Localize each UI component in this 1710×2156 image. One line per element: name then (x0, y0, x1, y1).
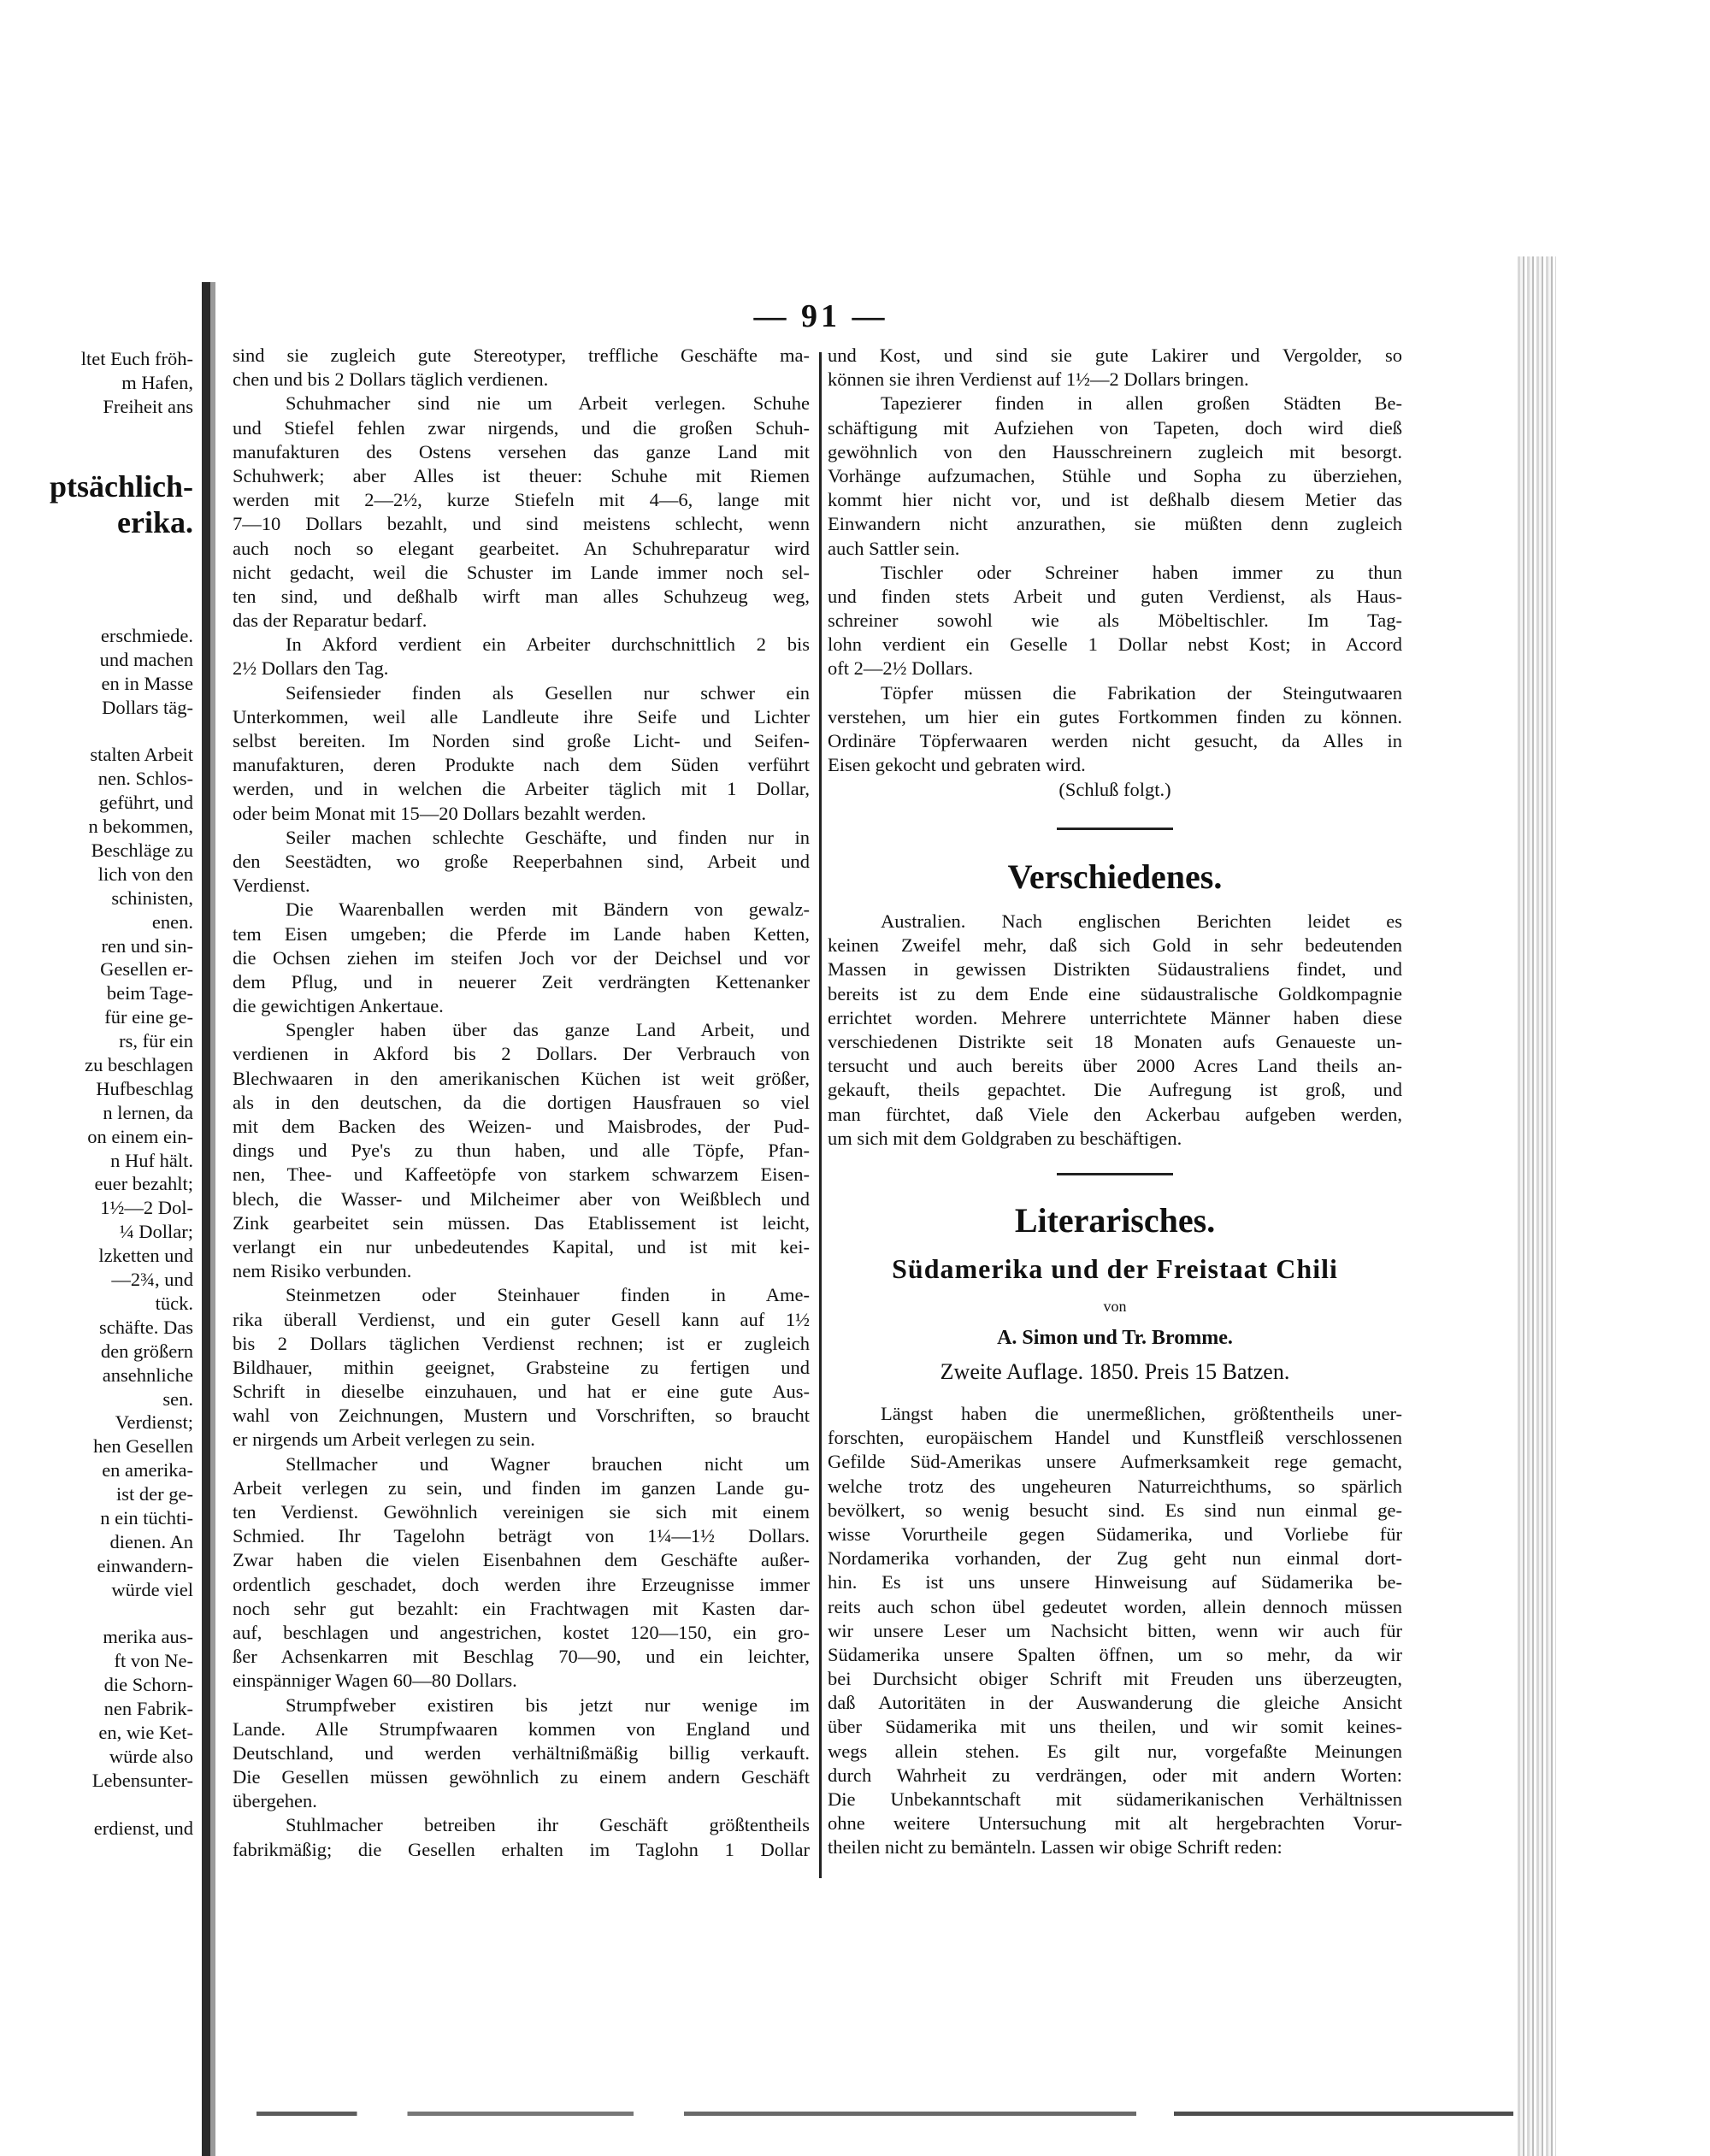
text-line: wisse Vorurtheile gegen Südamerika, und Vorliebe für (828, 1523, 1402, 1545)
text-line: auf, beschlagen und angestrichen, kostet 120—150, ein gro- (233, 1621, 810, 1643)
text-line: die Ochsen ziehen im steifen Joch vor der Deichsel und vor (233, 946, 810, 969)
text-line: tem Eisen umgeben; die Pferde im Lande haben Ketten, (233, 922, 810, 945)
text-line: Die Gesellen müssen gewöhnlich zu einem andern Geschäft (233, 1766, 810, 1788)
book-gutter-edge (210, 282, 215, 2156)
text-line: Lande. Alle Strumpfwaaren kommen von England und (233, 1717, 810, 1740)
fragment-line: nen Fabrik- (103, 1698, 193, 1720)
fragment-line: en in Masse (101, 672, 193, 694)
text-line: nen, Thee- und Kaffeetöpfe von starkem schwarzem Eisen- (233, 1163, 810, 1186)
left-page-body-fragment (0, 624, 193, 1840)
fragment-line: n ein tüchti- (100, 1506, 193, 1529)
fragment-line: ft von Ne- (114, 1650, 193, 1672)
text-line: schäftigung mit Aufziehen von Tapeten, doch wird dieß (828, 416, 1402, 439)
left-page-heading-fragment (0, 468, 193, 540)
fragment-line: ¼ Dollar; (119, 1221, 193, 1243)
text-line: keinen Zweifel mehr, daß sich Gold in sehr bedeutenden (828, 934, 1402, 957)
text-line: verstehen, um hier ein gutes Fortkommen finden zu können. (828, 705, 1402, 728)
text-line: durch Wahrheit zu verdrängen, oder mit andern Worten: (828, 1764, 1402, 1786)
text-line: daß Autoritäten in der Auswanderung die gleiche Ansicht (828, 1692, 1402, 1714)
section-divider (1057, 1173, 1173, 1175)
text-line: Deutschland, und werden verhältnißmäßig billig verkauft. (233, 1741, 810, 1764)
text-line: die gewichtigen Ankertaue. (233, 995, 444, 1017)
text-line: Südamerika unsere Spalten öffnen, um so mehr, da wir (828, 1643, 1402, 1665)
scan-smudge (256, 2112, 1513, 2116)
fragment-line (0, 720, 193, 744)
fragment-line: lzketten und (98, 1245, 193, 1267)
fragment-line: rs, für ein (119, 1030, 193, 1052)
fragment-line: und machen (99, 648, 193, 670)
text-line: das der Reparatur bedarf. (233, 610, 428, 632)
text-line: Die Unbekanntschaft mit südamerikanischen Verhältnissen (828, 1788, 1402, 1810)
text-line: Eisen gekocht und gebraten wird. (828, 754, 1086, 776)
text-line: Schuhwerk; aber Alles ist theuer: Schuhe mit Riemen (233, 464, 810, 486)
fragment-line: einwandern- (97, 1554, 193, 1576)
text-line: nem Risiko verbunden. (233, 1260, 412, 1282)
column-right-continued-text (828, 344, 1402, 777)
fragment-line: Verdienst; (115, 1411, 193, 1434)
fragment-line: —2¾, und (111, 1269, 193, 1291)
text-line: noch sehr gut bezahlt: ein Frachtwagen mit Kasten dar- (233, 1597, 810, 1619)
text-line: mit dem Backen des Weizen- und Maisbrodes, der Pud- (233, 1116, 810, 1137)
text-line: Gefilde Süd-Amerikas unsere Aufmerksamkeit rege gemacht, (828, 1451, 1402, 1473)
text-line: wegs allein stehen. Es gilt nur, vorgefaßte Meinungen (828, 1740, 1402, 1762)
book-authors: A. Simon und Tr. Bromme. (997, 1327, 1233, 1349)
fragment-line: schäfte. Das (99, 1316, 193, 1338)
text-line: Seifensieder finden als Gesellen nur schwer ein (286, 681, 810, 704)
text-line: sind sie zugleich gute Stereotyper, treffliche Geschäfte ma- (233, 345, 810, 366)
text-line: gewöhnlich von den Hausschreinern zugleich mit besorgt. (828, 440, 1402, 462)
left-page-top-fragment (0, 347, 193, 419)
fragment-line: ptsächlich- (49, 469, 193, 504)
text-line: werden, und in welchen die Arbeiter täglich mit 1 Dollar, (233, 778, 810, 800)
text-line: Längst haben die unermeßlichen, größtentheils uner- (881, 1403, 1402, 1424)
section-heading-literarisches: Literarisches. (1014, 1201, 1216, 1240)
fragment-line: den größern (100, 1340, 193, 1362)
fragment-line: n Huf hält. (110, 1149, 193, 1171)
text-line: den Seestädten, wo große Reeperbahnen sind, Arbeit und (233, 850, 810, 872)
fragment-line: geführt, und (99, 792, 193, 814)
fragment-line: Gesellen er- (100, 958, 193, 981)
fragment-line: würde also (109, 1745, 193, 1767)
fragment-line: ltet Euch fröh- (80, 348, 193, 369)
text-line: errichtet worden. Mehrere unterrichtete Männer haben diese (828, 1006, 1402, 1028)
text-line: dem Pflug, und in neuerer Zeit verdrängten Kettenanker (233, 970, 810, 993)
fragment-line: hen Gesellen (93, 1435, 193, 1458)
fragment-line: en amerika- (102, 1459, 193, 1482)
fragment-line: schinisten, (111, 887, 193, 909)
text-line: oder beim Monat mit 15—20 Dollars bezahlt werden. (233, 802, 646, 824)
book-review-text (828, 1402, 1402, 1860)
fragment-line: erika. (117, 505, 193, 539)
fragment-line: lich von den (97, 863, 193, 885)
text-line: oft 2—2½ Dollars. (828, 657, 973, 680)
text-line: Tischler oder Schreiner haben immer zu thun (881, 561, 1402, 583)
text-line: Arbeit verlegen zu sein, und finden im ganzen Lande gu- (233, 1476, 810, 1499)
text-line: ohne weitere Untersuchung mit alt hergebrachten Vorur- (828, 1812, 1402, 1835)
text-line: bis 2 Dollars täglichen Verdienst rechnen; ist er zugleich (233, 1332, 810, 1354)
text-line: Ordinäre Töpferwaaren werden nicht gesucht, da Alles in (828, 730, 1402, 751)
text-line: gekauft, theils gepachtet. Die Aufregung ist groß, und (828, 1079, 1402, 1101)
column-left-text (233, 344, 810, 1862)
text-line: wir unsere Leser um Nachsicht bitten, wenn wir auch für (828, 1619, 1402, 1641)
text-line: Töpfer müssen die Fabrikation der Steingutwaaren (881, 681, 1402, 704)
fragment-line: on einem ein- (87, 1125, 193, 1147)
text-line: auch Sattler sein. (828, 537, 960, 559)
text-line: Strumpfweber existiren bis jetzt nur wenige im (286, 1694, 810, 1716)
fragment-line (0, 1602, 193, 1626)
page-edges (1518, 256, 1556, 2156)
fragment-line: merika aus- (103, 1626, 193, 1648)
column-rule (819, 352, 822, 1878)
fragment-line (0, 1793, 193, 1817)
text-line: einspänniger Wagen 60—80 Dollars. (233, 1670, 517, 1692)
fragment-line: n lernen, da (103, 1101, 193, 1123)
fragment-line: tück. (155, 1292, 193, 1314)
text-line: verlangt ein nur unbedeutendes Kapital, und ist mit kei- (233, 1235, 810, 1258)
page-number: — 91 — (753, 298, 888, 334)
text-line: Australien. Nach englischen Berichten leidet es (881, 910, 1402, 932)
fragment-line: ist der ge- (116, 1483, 193, 1505)
fragment-line: würde viel (111, 1578, 193, 1600)
text-line: verschiedenen Distrikte seit 18 Monaten aufs Genaueste un- (828, 1030, 1402, 1052)
text-line: rika überall Verdienst, und ein guter Gesell kann auf 1½ (233, 1308, 810, 1330)
fragment-line: beim Tage- (106, 982, 193, 1004)
text-line: theilen nicht zu bemänteln. Lassen wir obige Schrift reden: (828, 1836, 1282, 1859)
text-line: manufakturen des Ostens versehen das ganze Land mit (233, 440, 810, 462)
text-line: reits auch schon übel gedeutet worden, allein dennoch müssen (828, 1595, 1402, 1617)
text-line: Schuhmacher sind nie um Arbeit verlegen. Schuhe (286, 392, 810, 415)
text-line: Verdienst. (233, 875, 310, 897)
text-line: können sie ihren Verdienst auf 1½—2 Dollars bringen. (828, 368, 1249, 391)
text-line: bereits ist zu dem Ende eine südaustralische Goldkompagnie (828, 982, 1402, 1004)
text-line: tersucht und auch bereits über 2000 Acres Land theils an- (828, 1055, 1402, 1077)
fragment-line: ren und sin- (101, 934, 193, 957)
text-line: blech, die Wasser- und Milcheimer aber von Weißblech und (233, 1187, 810, 1210)
text-line: schreiner sowohl wie als Möbeltischler. Im Tag- (828, 610, 1402, 632)
fragment-line: enen. (151, 910, 193, 933)
fragment-line: en, wie Ket- (98, 1721, 193, 1743)
fragment-line: Beschläge zu (91, 839, 193, 862)
fragment-line: n bekommen, (88, 816, 193, 838)
fragment-line: ansehnliche (102, 1364, 193, 1386)
text-line: bevölkert, so wenig besucht sind. Es sind nun einmal ge- (828, 1499, 1402, 1521)
text-line: Massen in gewissen Distrikten Südaustraliens findet, und (828, 958, 1402, 981)
text-line: Stellmacher und Wagner brauchen nicht um (286, 1452, 810, 1475)
text-line: und Kost, und sind sie gute Lakirer und Vergolder, so (828, 345, 1402, 366)
text-line: als in den deutschen, da die dortigen Hausfrauen so viel (233, 1091, 810, 1113)
text-line: Die Waarenballen werden mit Bändern von gewalz- (286, 898, 810, 921)
text-line: Vorhänge aufzumachen, Stühle und Sopha zu überziehen, (828, 464, 1402, 486)
text-line: hin. Es ist uns unsere Hinweisung auf Südamerika be- (828, 1571, 1402, 1593)
fragment-line: nen. Schlos- (97, 768, 193, 790)
text-line: Nordamerika vorhanden, der Zug geht nun einmal dort- (828, 1547, 1402, 1570)
text-line: dings und Pye's zu thun haben, und alle Töpfe, Pfan- (233, 1140, 810, 1162)
text-line: ßer Achsenkarren mit Beschlag 70—90, und ein leichter, (233, 1646, 810, 1668)
text-line: über Südamerika mit uns theilen, und wir somit keines- (828, 1716, 1402, 1738)
text-line: und Stiefel fehlen zwar nirgends, und die großen Schuh- (233, 416, 810, 439)
fragment-line: Freiheit ans (103, 395, 193, 417)
australien-article (828, 910, 1402, 1151)
text-line: Stuhlmacher betreiben ihr Geschäft größtentheils (286, 1814, 810, 1836)
text-line: Spengler haben über das ganze Land Arbeit, und (286, 1019, 810, 1041)
fragment-line: Hufbeschlag (96, 1077, 193, 1099)
text-line: Einwandern nicht anzurathen, sie müßten denn zugleich (828, 513, 1402, 535)
text-line: Zink gearbeitet sein müssen. Das Etablissement ist leicht, (233, 1211, 810, 1234)
to-be-continued-note: (Schluß folgt.) (1058, 779, 1171, 800)
text-line: Schmied. Ihr Tagelohn beträgt von 1¼—1½ Dollars. (233, 1525, 810, 1547)
fragment-line: euer bezahlt; (94, 1173, 193, 1195)
fragment-line: die Schorn- (103, 1674, 193, 1696)
text-line: ten Verdienst. Gewöhnlich vereinigen sie sich mit einem (233, 1501, 810, 1523)
book-title: Südamerika und der Freistaat Chili (892, 1253, 1338, 1284)
text-line: fabrikmäßig; die Gesellen erhalten im Taglohn 1 Dollar (233, 1838, 810, 1860)
text-line: manufakturen, deren Produkte nach dem Süden verführt (233, 754, 810, 776)
text-line: Bildhauer, mithin geeignet, Grabsteine zu fertigen und (233, 1356, 810, 1378)
text-line: selbst bereiten. Im Norden sind große Licht- und Seifen- (233, 730, 810, 751)
fragment-line: dienen. An (109, 1530, 193, 1552)
section-heading-verschiedenes: Verschiedenes. (1007, 857, 1223, 896)
text-line: Schrift in dieselbe einzuhauen, und hat er eine gute Aus- (233, 1381, 810, 1403)
text-line: 7—10 Dollars bezahlt, und sind meistens schlecht, wenn (233, 513, 810, 535)
book-edition: Zweite Auflage. 1850. Preis 15 Batzen. (940, 1359, 1290, 1384)
text-line: ordentlich geschadet, doch werden ihre Erzeugnisse immer (233, 1573, 810, 1595)
text-line: verdienen in Akford bis 2 Dollars. Der Verbrauch von (233, 1043, 810, 1065)
book-by: von (1103, 1298, 1127, 1315)
text-line: und finden stets Arbeit und guten Verdienst, als Haus- (828, 585, 1402, 607)
text-line: Seiler machen schlechte Geschäfte, und finden nur in (286, 826, 810, 848)
fragment-line: für eine ge- (104, 1006, 193, 1028)
fragment-line: erschmiede. (100, 625, 193, 646)
text-line: In Akford verdient ein Arbeiter durchschnittlich 2 bis (286, 633, 810, 656)
text-line: übergehen. (233, 1790, 317, 1812)
text-line: werden mit 2—2½, kurze Stiefeln mit 4—6, lange mit (233, 489, 810, 511)
fragment-line: Dollars täg- (102, 696, 193, 718)
book-gutter-shadow (202, 282, 210, 2156)
text-line: Tapezierer finden in allen großen Städten Be- (881, 392, 1402, 415)
text-line: er nirgends um Arbeit verlegen zu sein. (233, 1428, 535, 1451)
text-line: forschten, europäischem Handel und Kunstfleiß verschlossenen (828, 1427, 1402, 1449)
fragment-line: Lebensunter- (91, 1769, 193, 1791)
text-line: kommt hier nicht vor, und ist deßhalb diesem Metier das (828, 489, 1402, 511)
text-line: um sich mit dem Goldgraben zu beschäftigen. (828, 1127, 1182, 1149)
text-line: ten sind, und deßhalb wirft man alles Schuhzeug weg, (233, 585, 810, 607)
text-line: lohn verdient ein Geselle 1 Dollar nebst Kost; in Accord (828, 633, 1402, 656)
text-line: Steinmetzen oder Steinhauer finden in Ame- (286, 1284, 810, 1306)
text-line: bei Durchsicht obiger Schrift mit Freuden uns überzeugten, (828, 1668, 1402, 1690)
text-line: man fürchtet, daß Viele den Ackerbau aufgeben werden, (828, 1103, 1402, 1125)
text-line: Unterkommen, weil alle Landleute ihre Seife und Lichter (233, 705, 810, 728)
text-line: 2½ Dollars den Tag. (233, 657, 389, 680)
text-line: nicht gedacht, weil die Schuster im Lande immer noch sel- (233, 561, 810, 583)
text-line: chen und bis 2 Dollars täglich verdienen. (233, 368, 549, 391)
fragment-line: 1½—2 Dol- (100, 1197, 193, 1219)
section-divider (1057, 828, 1173, 830)
fragment-line: erdienst, und (93, 1817, 193, 1839)
text-line: welche trotz des ungeheuren Naturreichthums, so spärlich (828, 1475, 1402, 1497)
fragment-line: m Hafen, (121, 371, 193, 393)
fragment-line: stalten Arbeit (90, 744, 193, 766)
fragment-line: sen. (162, 1387, 193, 1410)
text-line: Blechwaaren in den amerikanischen Küchen ist weit größer, (233, 1067, 810, 1089)
text-line: Zwar haben die vielen Eisenbahnen dem Geschäfte außer- (233, 1549, 810, 1571)
text-line: auch noch so elegant gearbeitet. An Schuhreparatur wird (233, 537, 810, 559)
fragment-line: zu beschlagen (85, 1054, 193, 1076)
text-line: wahl von Zeichnungen, Mustern und Vorschriften, so braucht (233, 1405, 810, 1427)
